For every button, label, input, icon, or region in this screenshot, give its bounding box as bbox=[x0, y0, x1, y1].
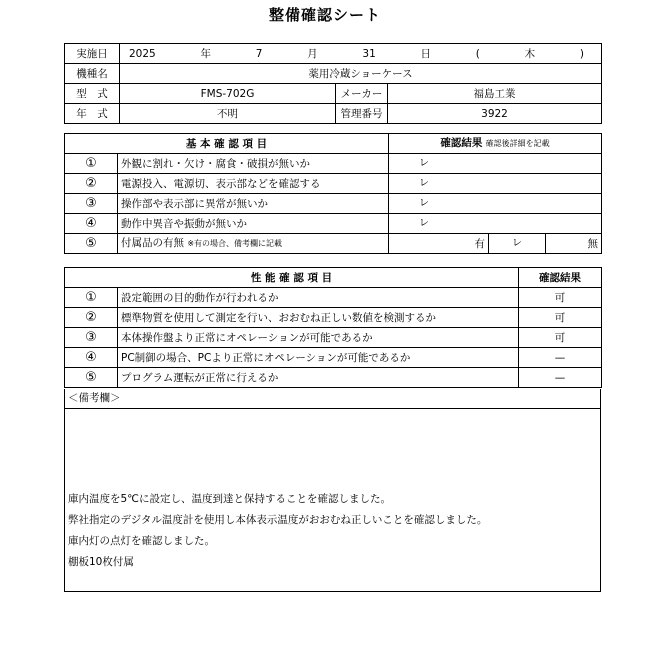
table-row bbox=[65, 348, 602, 368]
basic-result-note: 確認後詳細を記載 bbox=[485, 139, 550, 148]
model-name-value: 薬用冷蔵ショーケース bbox=[120, 64, 602, 84]
type-value: FMS-702G bbox=[120, 84, 336, 104]
table-row bbox=[65, 288, 602, 308]
item-result: 可 bbox=[519, 328, 602, 348]
remarks-box bbox=[64, 389, 601, 592]
performance-header: 性 能 確 認 項 目 bbox=[65, 268, 519, 288]
info-row-type bbox=[65, 84, 602, 104]
accessory-yes: 有 bbox=[389, 234, 489, 254]
item-result: レ bbox=[389, 194, 602, 214]
item-number: ⑤ bbox=[65, 234, 118, 254]
day-unit: 日 bbox=[420, 47, 432, 60]
item-result: — bbox=[519, 348, 602, 368]
table-row bbox=[65, 194, 602, 214]
basic-result-header-cell bbox=[389, 134, 602, 154]
info-table bbox=[64, 43, 602, 124]
maker-value: 福島工業 bbox=[388, 84, 602, 104]
item-text-cell bbox=[118, 234, 389, 254]
accessory-check: レ bbox=[489, 234, 546, 254]
table-row bbox=[65, 214, 602, 234]
weekday-open: ( bbox=[475, 47, 480, 60]
item-number: ① bbox=[65, 288, 118, 308]
item-number: ③ bbox=[65, 194, 118, 214]
table-row bbox=[65, 368, 602, 388]
remarks-line: 庫内灯の点灯を確認しました。 bbox=[68, 535, 215, 547]
year-made-value: 不明 bbox=[120, 104, 336, 124]
maker-label: メーカー bbox=[336, 84, 388, 104]
item-result: — bbox=[519, 368, 602, 388]
accessory-no: 無 bbox=[546, 234, 602, 254]
item-text: 本体操作盤より正常にオペレーションが可能であるか bbox=[118, 328, 519, 348]
performance-header-row bbox=[65, 268, 602, 288]
item-number: ① bbox=[65, 154, 118, 174]
item-result: レ bbox=[389, 154, 602, 174]
performance-check-table bbox=[64, 267, 602, 388]
page-title: 整備確認シート bbox=[268, 6, 381, 24]
month-value: 7 bbox=[255, 47, 263, 60]
control-no-value: 3922 bbox=[388, 104, 602, 124]
item-text: 動作中異音や振動が無いか bbox=[118, 214, 389, 234]
info-row-year bbox=[65, 104, 602, 124]
performance-result-header: 確認結果 bbox=[519, 268, 602, 288]
item-number: ② bbox=[65, 174, 118, 194]
item-number: ⑤ bbox=[65, 368, 118, 388]
year-value: 2025 bbox=[129, 47, 156, 60]
item-result: レ bbox=[389, 174, 602, 194]
table-row bbox=[65, 308, 602, 328]
item-text: 付属品の有無 bbox=[121, 237, 184, 249]
item-result: 可 bbox=[519, 308, 602, 328]
item-number: ③ bbox=[65, 328, 118, 348]
year-made-label: 年 式 bbox=[65, 104, 120, 124]
item-text: 設定範囲の目的動作が行われるか bbox=[118, 288, 519, 308]
item-number: ④ bbox=[65, 214, 118, 234]
item-text: 操作部や表示部に異常が無いか bbox=[118, 194, 389, 214]
date-label: 実施日 bbox=[65, 44, 120, 64]
item-text: 標準物質を使用して測定を行い、おおむね正しい数値を検測するか bbox=[118, 308, 519, 328]
table-row bbox=[65, 328, 602, 348]
remarks-line: 庫内温度を5℃に設定し、温度到達と保持することを確認しました。 bbox=[68, 493, 391, 505]
basic-header-row bbox=[65, 134, 602, 154]
model-name-label: 機種名 bbox=[65, 64, 120, 84]
table-row bbox=[65, 174, 602, 194]
basic-check-table bbox=[64, 133, 602, 254]
date-value bbox=[120, 44, 602, 64]
info-row-model bbox=[65, 64, 602, 84]
table-row bbox=[65, 234, 602, 254]
basic-result-header: 確認結果 bbox=[440, 137, 483, 149]
weekday-value: 木 bbox=[524, 47, 536, 60]
item-number: ④ bbox=[65, 348, 118, 368]
basic-header: 基 本 確 認 項 目 bbox=[65, 134, 389, 154]
item-number: ② bbox=[65, 308, 118, 328]
month-unit: 月 bbox=[307, 47, 318, 60]
weekday-close: ) bbox=[579, 47, 585, 60]
table-row bbox=[65, 154, 602, 174]
item-result: 可 bbox=[519, 288, 602, 308]
day-value: 31 bbox=[362, 47, 376, 60]
item-text: PC制御の場合、PCより正常にオペレーションが可能であるか bbox=[118, 348, 519, 368]
remarks-line: 弊社指定のデジタル温度計を使用し本体表示温度がおおむね正しいことを確認しました。 bbox=[68, 514, 488, 526]
item-text: 電源投入、電源切、表示部などを確認する bbox=[118, 174, 389, 194]
year-unit: 年 bbox=[200, 47, 211, 60]
item-text: 外観に割れ・欠け・腐食・破損が無いか bbox=[118, 154, 389, 174]
type-label: 型 式 bbox=[65, 84, 120, 104]
remarks-line: 棚板10枚付属 bbox=[68, 556, 134, 568]
item-text: プログラム運転が正常に行えるか bbox=[118, 368, 519, 388]
remarks-header: ＜備考欄＞ bbox=[65, 389, 600, 409]
item-result: レ bbox=[389, 214, 602, 234]
remarks-lines bbox=[68, 489, 487, 573]
info-row-date bbox=[65, 44, 602, 64]
item-note: ※有の場合、備考欄に記載 bbox=[187, 239, 283, 248]
control-no-label: 管理番号 bbox=[336, 104, 388, 124]
